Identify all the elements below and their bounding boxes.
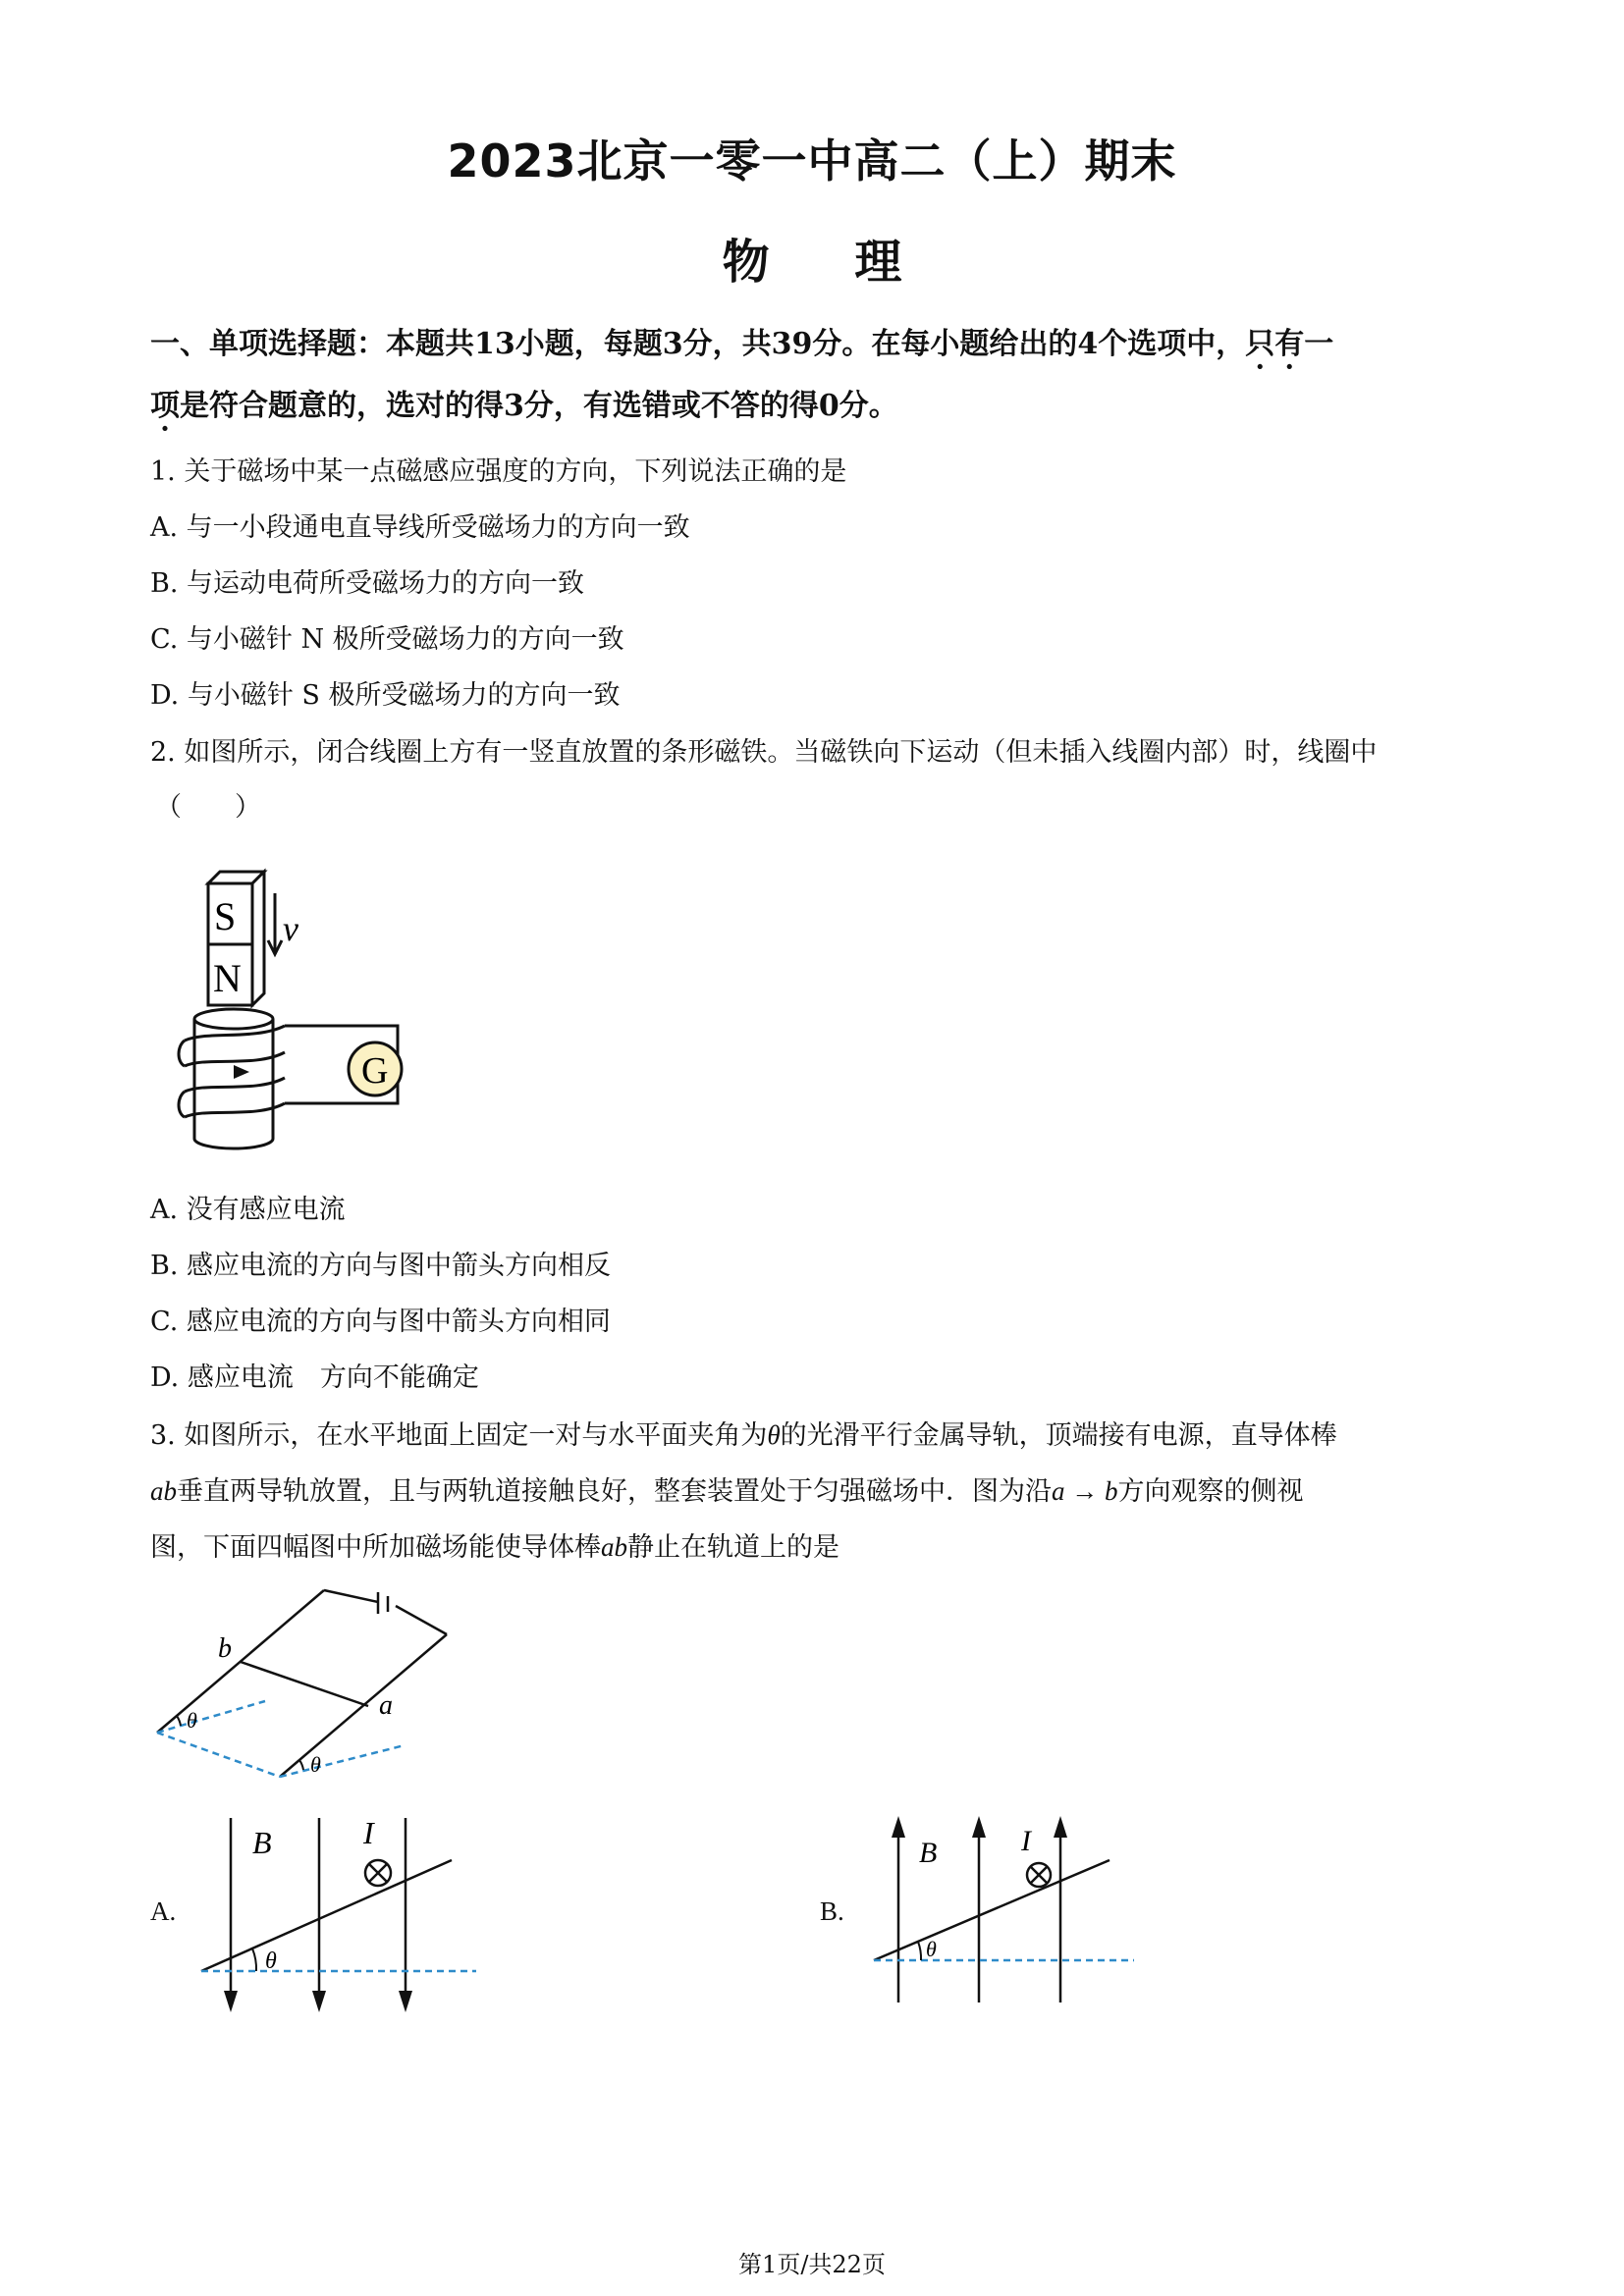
emphasis-char: 项 [150,389,180,423]
angle-label: θ [187,1708,197,1733]
field-label: B [919,1837,938,1869]
question-3-line3: 图，下面四幅图中所加磁场能使导体棒ab静止在轨道上的是 [150,1532,839,1563]
q1-option-d: D. 与小磁针 S 极所受磁场力的方向一致 [150,680,621,711]
q3-option-a-label: A. [150,1896,177,1926]
angle-label: θ [926,1937,937,1961]
galvanometer-label: G [361,1050,389,1092]
incline [874,1860,1110,1960]
q3-option-b-label: B. [820,1896,844,1926]
velocity-arrow [268,893,282,954]
current-arrow [234,1065,249,1079]
rod-end-a: a [379,1690,393,1721]
q2-option-c: C. 感应电流的方向与图中箭头方向相同 [150,1307,611,1337]
question-1-stem: 1. 关于磁场中某一点磁感应强度的方向，下列说法正确的是 [150,456,847,487]
coil [179,1009,285,1148]
rod-end-b: b [218,1633,232,1664]
q1-option-c: C. 与小磁针 N 极所受磁场力的方向一致 [150,624,624,655]
q1-option-b: B. 与运动电荷所受磁场力的方向一致 [150,568,585,599]
q1-option-a: A. 与一小段通电直导线所受磁场力的方向一致 [150,512,690,543]
angle-label: θ [310,1752,321,1777]
question-2-stem: 2. 如图所示，闭合线圈上方有一竖直放置的条形磁铁。当磁铁向下运动（但未插入线圈内部）时，线圈中 [150,737,1378,768]
subject-title: 物 理 [722,235,902,290]
current-label: I [1021,1825,1031,1857]
field-arrows-down [224,1991,412,2012]
velocity-label: v [283,909,298,948]
magnet-s-label: S [214,894,237,938]
incline [201,1860,452,1971]
magnet-coil-figure [177,844,432,1158]
rails [157,1590,447,1777]
q2-option-d: D. 感应电流 方向不能确定 [150,1362,479,1393]
question-3-line1: 3. 如图所示，在水平地面上固定一对与水平面夹角为θ的光滑平行金属导轨，顶端接有电源，直导体棒 [150,1420,1337,1451]
q2-option-b: B. 感应电流的方向与图中箭头方向相反 [150,1251,612,1281]
emphasis-char: 只 [1245,327,1275,361]
section-heading-line1: 一、单项选择题：本题共13小题，每题3分，共39分。在每小题给出的4个选项中，只有一 [150,327,1334,361]
q2-answer-paren: （ ） [155,792,261,823]
q3-option-b-figure [864,1811,1139,2012]
q2-option-a: A. 没有感应电流 [150,1195,346,1225]
field-label: B [252,1825,272,1860]
current-label: I [363,1815,374,1850]
inclined-rails-figure [147,1580,461,1796]
angle-label: θ [265,1949,277,1974]
field-arrows-up [892,1816,1067,1838]
emphasis-char: 有 [1274,327,1305,361]
magnet-n-label: N [213,956,242,1000]
q3-option-a-figure [191,1806,486,2022]
section-heading-line2: 项是符合题意的，选对的得3分，有选错或不答的得0分。 [150,389,898,423]
page-number: 第1页/共22页 [738,2251,886,2278]
page-title: 2023北京一零一中高二（上）期末 [447,134,1177,187]
question-3-line2: ab垂直两导轨放置，且与两轨道接触良好，整套装置处于匀强磁场中．图为沿a → b方向观察的侧视 [150,1476,1304,1507]
